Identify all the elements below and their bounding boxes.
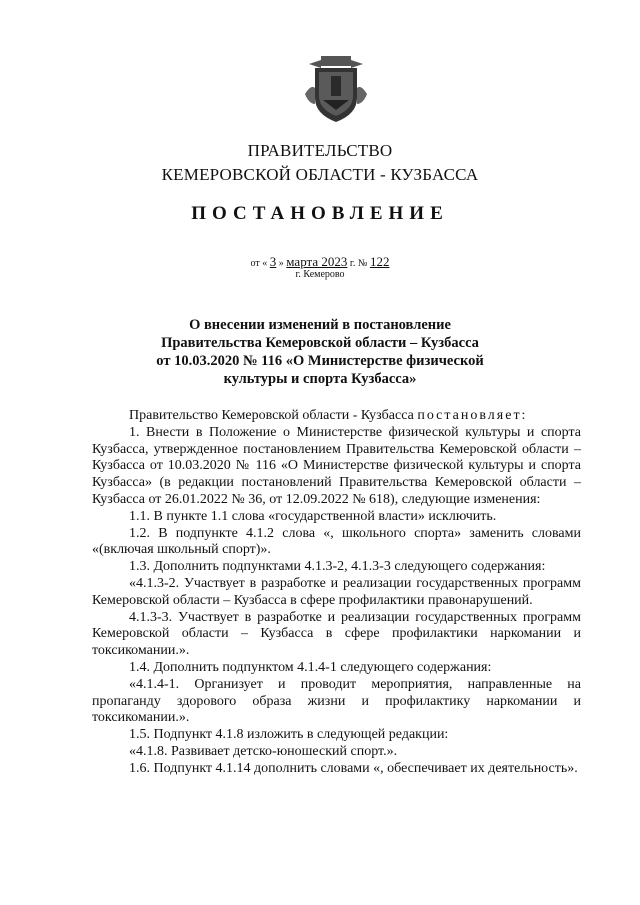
date-number-line — [0, 254, 640, 270]
government-name-line2: КЕМЕРОВСКОЙ ОБЛАСТИ - КУЗБАССА — [161, 165, 479, 184]
document-number: 122 — [369, 254, 390, 269]
paragraph: 1.4. Дополнить подпунктом 4.1.4-1 следующего содержания: — [129, 659, 492, 675]
intro-resolves: постановляет: — [417, 408, 528, 423]
number-sign: № — [357, 258, 368, 269]
date-sep: » — [278, 258, 284, 269]
title-line: культуры и спорта Кузбасса» — [223, 371, 417, 387]
date-day: 3 — [269, 254, 277, 269]
coat-of-arms-emblem — [301, 54, 371, 124]
title-line: О внесении изменений в постановление — [189, 317, 451, 333]
city: г. Кемерово — [295, 269, 345, 280]
document-type: ПОСТАНОВЛЕНИЕ — [191, 203, 449, 224]
paragraph: 4.1.3-3. Участвует в разработке и реализации государственных программ Кемеровской области – Кузбасса в сфере профилактики наркомании и токсикомании.». — [92, 609, 581, 659]
paragraph: 1.6. Подпункт 4.1.14 дополнить словами «, обеспечивает их деятельность». — [129, 760, 578, 776]
paragraph: «4.1.8. Развивает детско-юношеский спорт.». — [129, 743, 398, 759]
paragraph: 1.5. Подпункт 4.1.8 изложить в следующей редакции: — [129, 727, 449, 743]
document-body — [92, 408, 581, 778]
paragraph: «4.1.3-2. Участвует в разработке и реализации государственных программ Кемеровской области – Кузбасса в сфере профилактики правонарушений. — [92, 575, 581, 608]
year-suffix: г. — [349, 258, 356, 269]
intro-text: Правительство Кемеровской области - Кузбасса — [129, 408, 418, 423]
paragraph: 1.1. В пункте 1.1 слова «государственной власти» исключить. — [129, 508, 497, 524]
document-title — [0, 316, 640, 388]
paragraph: 1.3. Дополнить подпунктами 4.1.3-2, 4.1.3-3 следующего содержания: — [129, 559, 546, 575]
date-month-year: марта 2023 — [286, 254, 348, 269]
paragraph: 1. Внести в Положение о Министерстве физической культуры и спорта Кузбасса, утвержденное постановлением Правительства Кемеровской области – Кузбасса от 10.03.2020 № 116 «О Министерстве физической культуры и спорта Кузбасса» (в редакции постановлений Правительства Кемеровской области – Кузбасса от 26.01.2022 № 36, от 12.09.2022 № 618), следующие изменения: — [92, 424, 581, 507]
paragraph: 1.2. В подпункте 4.1.2 слова «, школьного спорта» заменить словами «(включая школьный спорт)». — [92, 525, 581, 558]
title-line: Правительства Кемеровской области – Кузбасса — [161, 335, 479, 351]
government-name-line1: ПРАВИТЕЛЬСТВО — [247, 141, 393, 160]
paragraph: «4.1.4-1. Организует и проводит мероприятия, направленные на пропаганду здорового образа жизни и профилактику наркомании и токсикомании.». — [92, 676, 581, 726]
intro-paragraph — [92, 408, 581, 425]
date-prefix: от « — [250, 258, 268, 269]
title-line: от 10.03.2020 № 116 «О Министерстве физической — [156, 353, 484, 369]
